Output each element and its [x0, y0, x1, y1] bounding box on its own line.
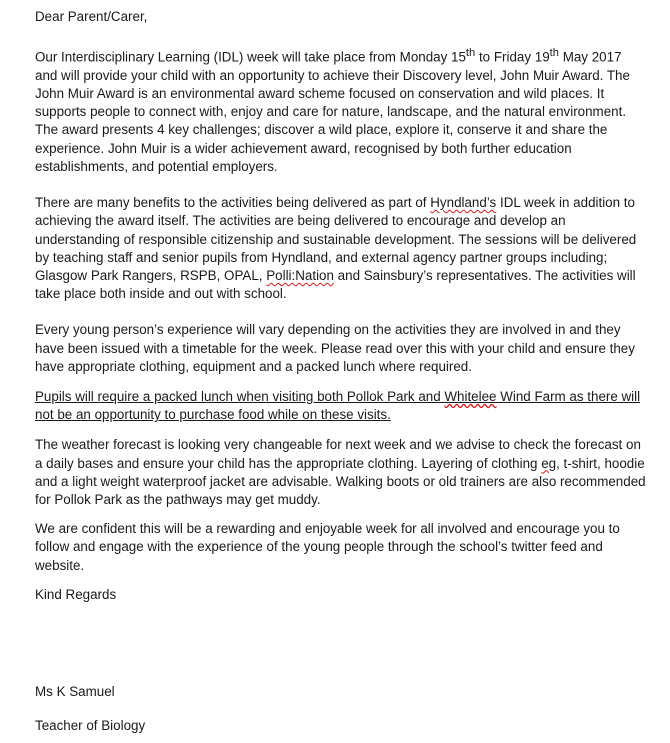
p5-text-b: , t-shirt, hoodie and a light weight waterproof jacket are advisable. Walking boots or old trainers are also recommended for Pollok Park as the pathways may get muddy. — [35, 455, 646, 507]
closing-regards: Kind Regards — [35, 586, 117, 602]
signature-role: Teacher of Biology — [35, 718, 146, 733]
paragraph-packed-lunch — [35, 388, 647, 424]
letter-body — [35, 8, 647, 604]
spellcheck-hyndland: Hyndland’s — [430, 195, 497, 211]
paragraph-benefits — [35, 194, 647, 303]
p1-text-c: May 2017 and will provide your child with an opportunity to achieve their Discovery level, John Muir Award. The John Muir Award is an environmental award scheme focused on conservation and wild places. It supports people to connect with, enjoy and care for nature, landscape, and the natural environment. The award presents 4 key challenges; discover a wild place, explore it, conserve it and share the experience. John Muir is a wider achievement award, recognised by both further education establishments, and potential employers. — [35, 49, 630, 174]
p1-sup-th-2: th — [549, 47, 559, 60]
spellcheck-pollination: Polli:Nation — [266, 267, 334, 283]
paragraph-closing-remarks: We are confident this will be a rewarding and enjoyable week for all involved and encourage you to follow and engage with the experience of the young people through the school’s twitter feed and website. — [35, 521, 620, 573]
p2-text-b: IDL week in addition to achieving the award itself. The activities are being delivered to encourage and develop an understanding of responsible citizenship and sustainable development. The sessions will be delivered by teaching staff and senior pupils from Hyndland, and external agency partner groups including; Glasgow Park Rangers, RSPB, OPAL, — [35, 195, 637, 283]
p2-text-c: and Sainsbury’s representatives. The activities will take place both inside and out with school. — [35, 267, 636, 302]
p4-text-b: Wind Farm as there will not be an opportunity to purchase food while on these visits. — [35, 388, 641, 423]
p1-text-b: to Friday 19 — [475, 49, 550, 65]
p1-sup-th-1: th — [465, 47, 476, 60]
p1-text-a: Our Interdisciplinary Learning (IDL) week will take place from Monday 15 — [35, 49, 466, 65]
spellcheck-whitelee: Whitelee — [444, 388, 497, 404]
p2-text-a: There are many benefits to the activities being delivered as part of — [35, 195, 431, 211]
signature-name: Ms K Samuel — [35, 684, 115, 699]
paragraph-idl-week — [35, 44, 647, 176]
p4-text-a: Pupils will require a packed lunch when visiting both Pollok Park and — [35, 388, 445, 404]
spellcheck-eg: eg — [541, 455, 557, 471]
paragraph-timetable: Every young person’s experience will vary depending on the activities they are involved in and they have been issued with a timetable for the week. Please read over this with your child and ensure they have appropriate clothing, equipment and a packed lunch where required. — [35, 322, 635, 374]
p5-text-a: The weather forecast is looking very changeable for next week and we advise to check the forecast on a daily bases and ensure your child has the appropriate clothing. Layering of clothing — [35, 437, 641, 471]
paragraph-weather — [35, 436, 647, 509]
salutation: Dear Parent/Carer, — [35, 9, 148, 24]
